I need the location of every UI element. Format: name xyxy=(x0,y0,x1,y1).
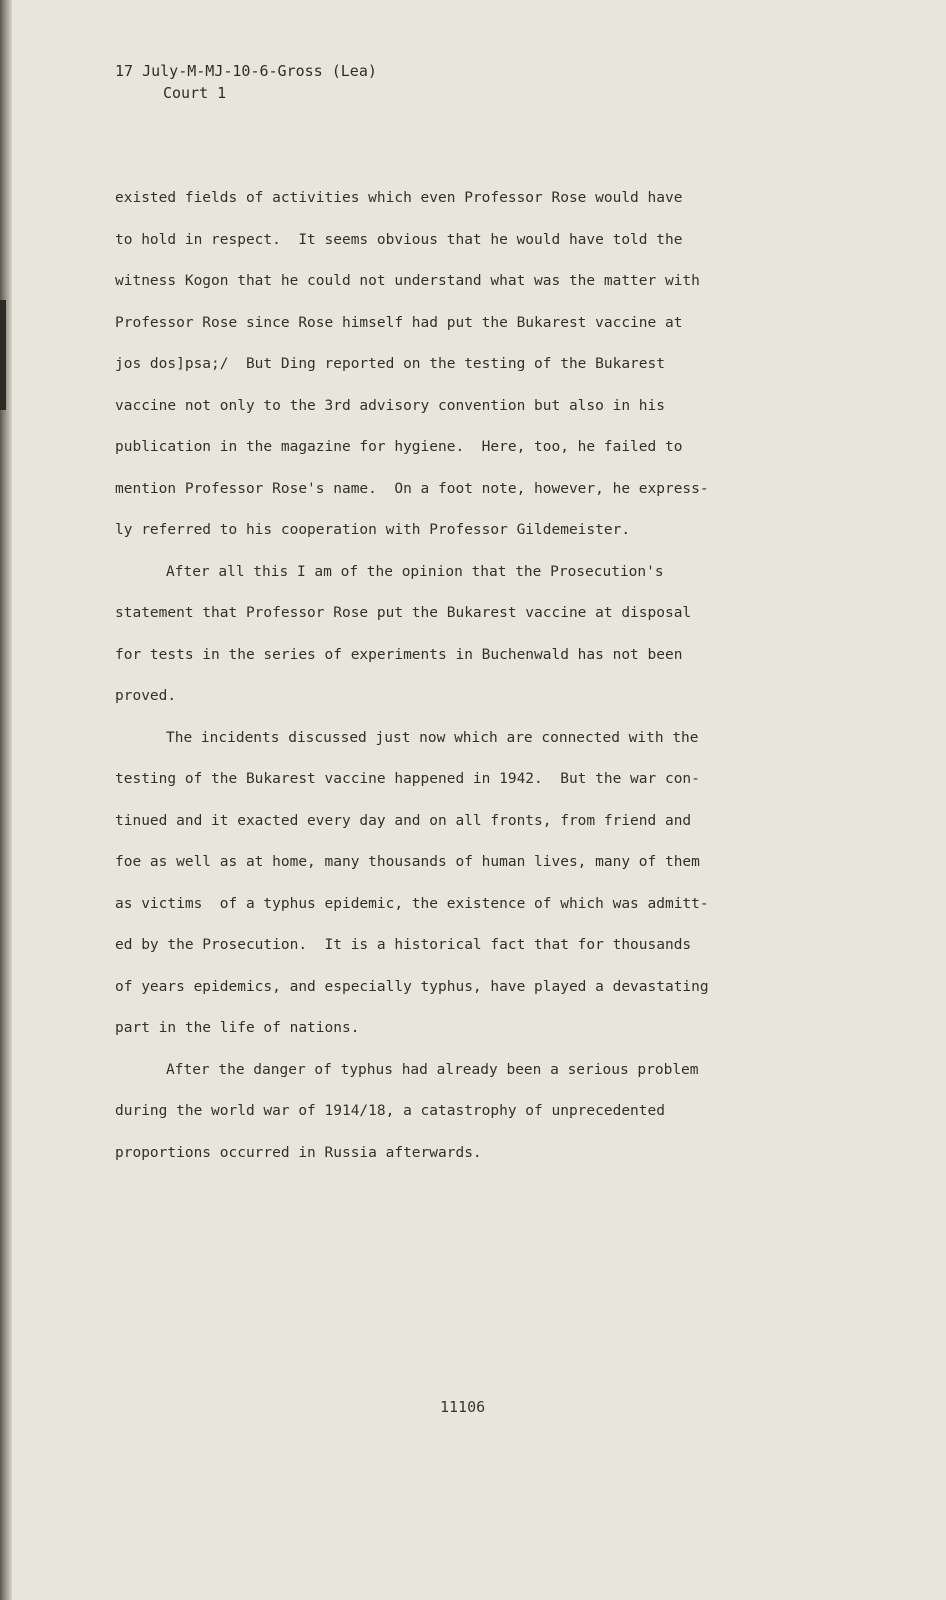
paragraph-start-line: The incidents discussed just now which are connected with the xyxy=(166,729,699,746)
document-body xyxy=(115,178,835,1174)
text-line: proved. xyxy=(115,688,177,704)
text-line: of years epidemics, and especially typhus, have played a devastating xyxy=(115,978,709,995)
text-line: existed fields of activities which even Professor Rose would have xyxy=(115,190,683,206)
text-line: for tests in the series of experiments in Buchenwald has not been xyxy=(115,646,683,663)
text-line: as victims of a typhus epidemic, the existence of which was admitt- xyxy=(115,895,709,912)
text-line: statement that Professor Rose put the Bukarest vaccine at disposal xyxy=(115,605,692,621)
text-line: publication in the magazine for hygiene. Here, too, he failed to xyxy=(115,439,683,455)
text-line: ly referred to his cooperation with Professor Gildemeister. xyxy=(115,522,631,538)
header-court-line: Court 1 xyxy=(163,84,227,102)
text-line: foe as well as at home, many thousands of human lives, many of them xyxy=(115,854,700,870)
paragraph-start-line: After all this I am of the opinion that the Prosecution's xyxy=(166,563,664,580)
text-line: vaccine not only to the 3rd advisory convention but also in his xyxy=(115,397,665,414)
text-line: Professor Rose since Rose himself had put the Bukarest vaccine at xyxy=(115,314,683,331)
text-line: to hold in respect. It seems obvious that he would have told the xyxy=(115,231,683,248)
text-line: part in the life of nations. xyxy=(115,1020,360,1036)
document-header xyxy=(115,60,377,104)
text-line: during the world war of 1914/18, a catastrophy of unprecedented xyxy=(115,1103,665,1119)
header-session-line: 17 July-M-MJ-10-6-Gross (Lea) xyxy=(115,62,377,80)
text-line: witness Kogon that he could not understand what was the matter with xyxy=(115,273,700,289)
page-edge-mark xyxy=(0,300,6,410)
page-edge-shadow xyxy=(0,0,12,1600)
text-line: tinued and it exacted every day and on all fronts, from friend and xyxy=(115,812,692,829)
text-line: ed by the Prosecution. It is a historical fact that for thousands xyxy=(115,937,692,953)
page-number: 11106 xyxy=(440,1398,486,1416)
text-line: testing of the Bukarest vaccine happened in 1942. But the war con- xyxy=(115,771,700,787)
text-line: mention Professor Rose's name. On a foot note, however, he express- xyxy=(115,480,709,497)
paragraph-start-line: After the danger of typhus had already been a serious problem xyxy=(166,1061,699,1078)
text-line: proportions occurred in Russia afterwards. xyxy=(115,1144,482,1161)
text-line: jos dos]psa;/ But Ding reported on the testing of the Bukarest xyxy=(115,356,665,372)
